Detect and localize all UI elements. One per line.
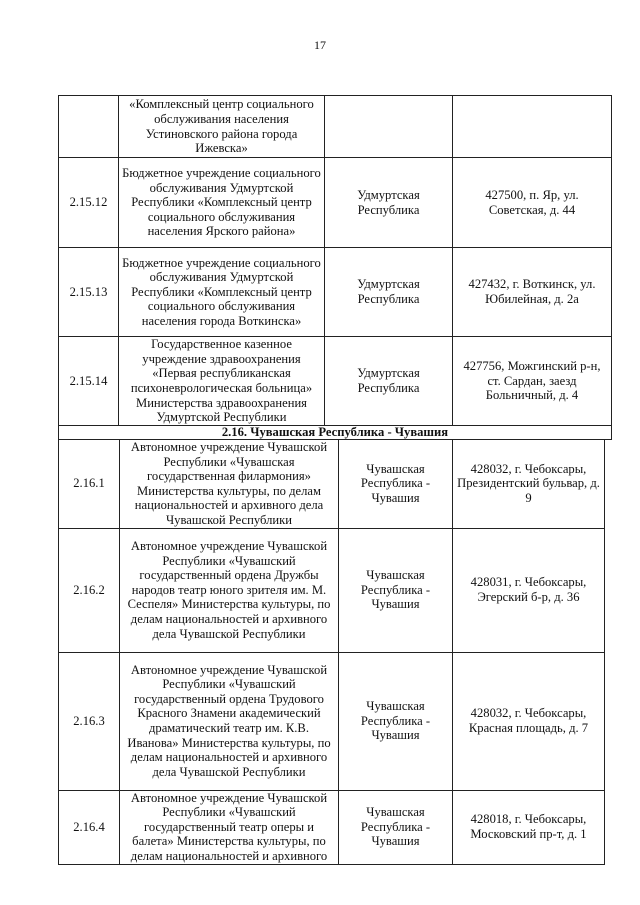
institution-name: Автономное учреждение Чувашской Республики «Чувашский государственный театр оперы и балета» Министерства культуры, по делам национальностей и архивного: [120, 790, 339, 864]
table-row: [59, 337, 612, 426]
region: [325, 96, 453, 158]
row-number: 2.15.14: [59, 337, 119, 426]
table-row: [59, 440, 605, 529]
institution-name: Бюджетное учреждение социального обслуживания Удмуртской Республики «Комплексный центр социального обслуживания населения города Воткинска»: [119, 248, 325, 337]
row-number: [59, 96, 119, 158]
institution-name: «Комплексный центр социального обслуживания населения Устиновского района города Ижевска»: [119, 96, 325, 158]
address: 427500, п. Яр, ул. Советская, д. 44: [453, 158, 612, 248]
institution-name: Автономное учреждение Чувашской Республики «Чувашская государственная филармония» Министерства культуры, по делам национальностей и архивного дела Чувашской Республики: [120, 440, 339, 529]
region: Удмуртская Республика: [325, 158, 453, 248]
page-number: 17: [314, 38, 326, 52]
table-section-2-16: [58, 439, 605, 865]
institution-name: Автономное учреждение Чувашской Республики «Чувашский государственный ордена Трудового Красного Знамени академический драматический театр им. К.В. Иванова» Министерства культуры, по делам национальностей и архивного дела Чувашской Республики: [120, 652, 339, 790]
row-number: 2.16.1: [59, 440, 120, 529]
region: Удмуртская Республика: [325, 337, 453, 426]
institution-name: Государственное казенное учреждение здравоохранения «Первая республиканская психоневрологическая больница» Министерства здравоохранения Удмуртской Республики: [119, 337, 325, 426]
table-row: [59, 790, 605, 864]
row-number: 2.15.12: [59, 158, 119, 248]
region: Чувашская Республика - Чувашия: [339, 440, 453, 529]
region: Чувашская Республика - Чувашия: [339, 790, 453, 864]
table-row: [59, 96, 612, 158]
region: Чувашская Республика - Чувашия: [339, 652, 453, 790]
table-row: [59, 528, 605, 652]
region: Чувашская Республика - Чувашия: [339, 528, 453, 652]
address: 428018, г. Чебоксары, Московский пр-т, д. 1: [453, 790, 605, 864]
section-header-row: [59, 426, 612, 440]
institution-name: Бюджетное учреждение социального обслуживания Удмуртской Республики «Комплексный центр социального обслуживания населения Ярского района»: [119, 158, 325, 248]
row-number: 2.16.2: [59, 528, 120, 652]
address: 428031, г. Чебоксары, Эгерский б-р, д. 36: [453, 528, 605, 652]
table-section-2-15: [58, 95, 612, 440]
table-row: [59, 158, 612, 248]
institution-name: Автономное учреждение Чувашской Республики «Чувашский государственный ордена Дружбы народов театр юного зрителя им. М. Сеспеля» Министерства культуры, по делам национальностей и архивного дела Чувашской Республики: [120, 528, 339, 652]
address: 428032, г. Чебоксары, Красная площадь, д. 7: [453, 652, 605, 790]
region: Удмуртская Республика: [325, 248, 453, 337]
row-number: 2.16.4: [59, 790, 120, 864]
address: 427432, г. Воткинск, ул. Юбилейная, д. 2а: [453, 248, 612, 337]
table-row: [59, 652, 605, 790]
table-row: [59, 248, 612, 337]
row-number: 2.15.13: [59, 248, 119, 337]
address: 428032, г. Чебоксары, Президентский бульвар, д. 9: [453, 440, 605, 529]
row-number: 2.16.3: [59, 652, 120, 790]
address: 427756, Можгинский р-н, ст. Сардан, заезд Больничный, д. 4: [453, 337, 612, 426]
section-title: 2.16. Чувашская Республика - Чувашия: [59, 426, 612, 440]
address: [453, 96, 612, 158]
